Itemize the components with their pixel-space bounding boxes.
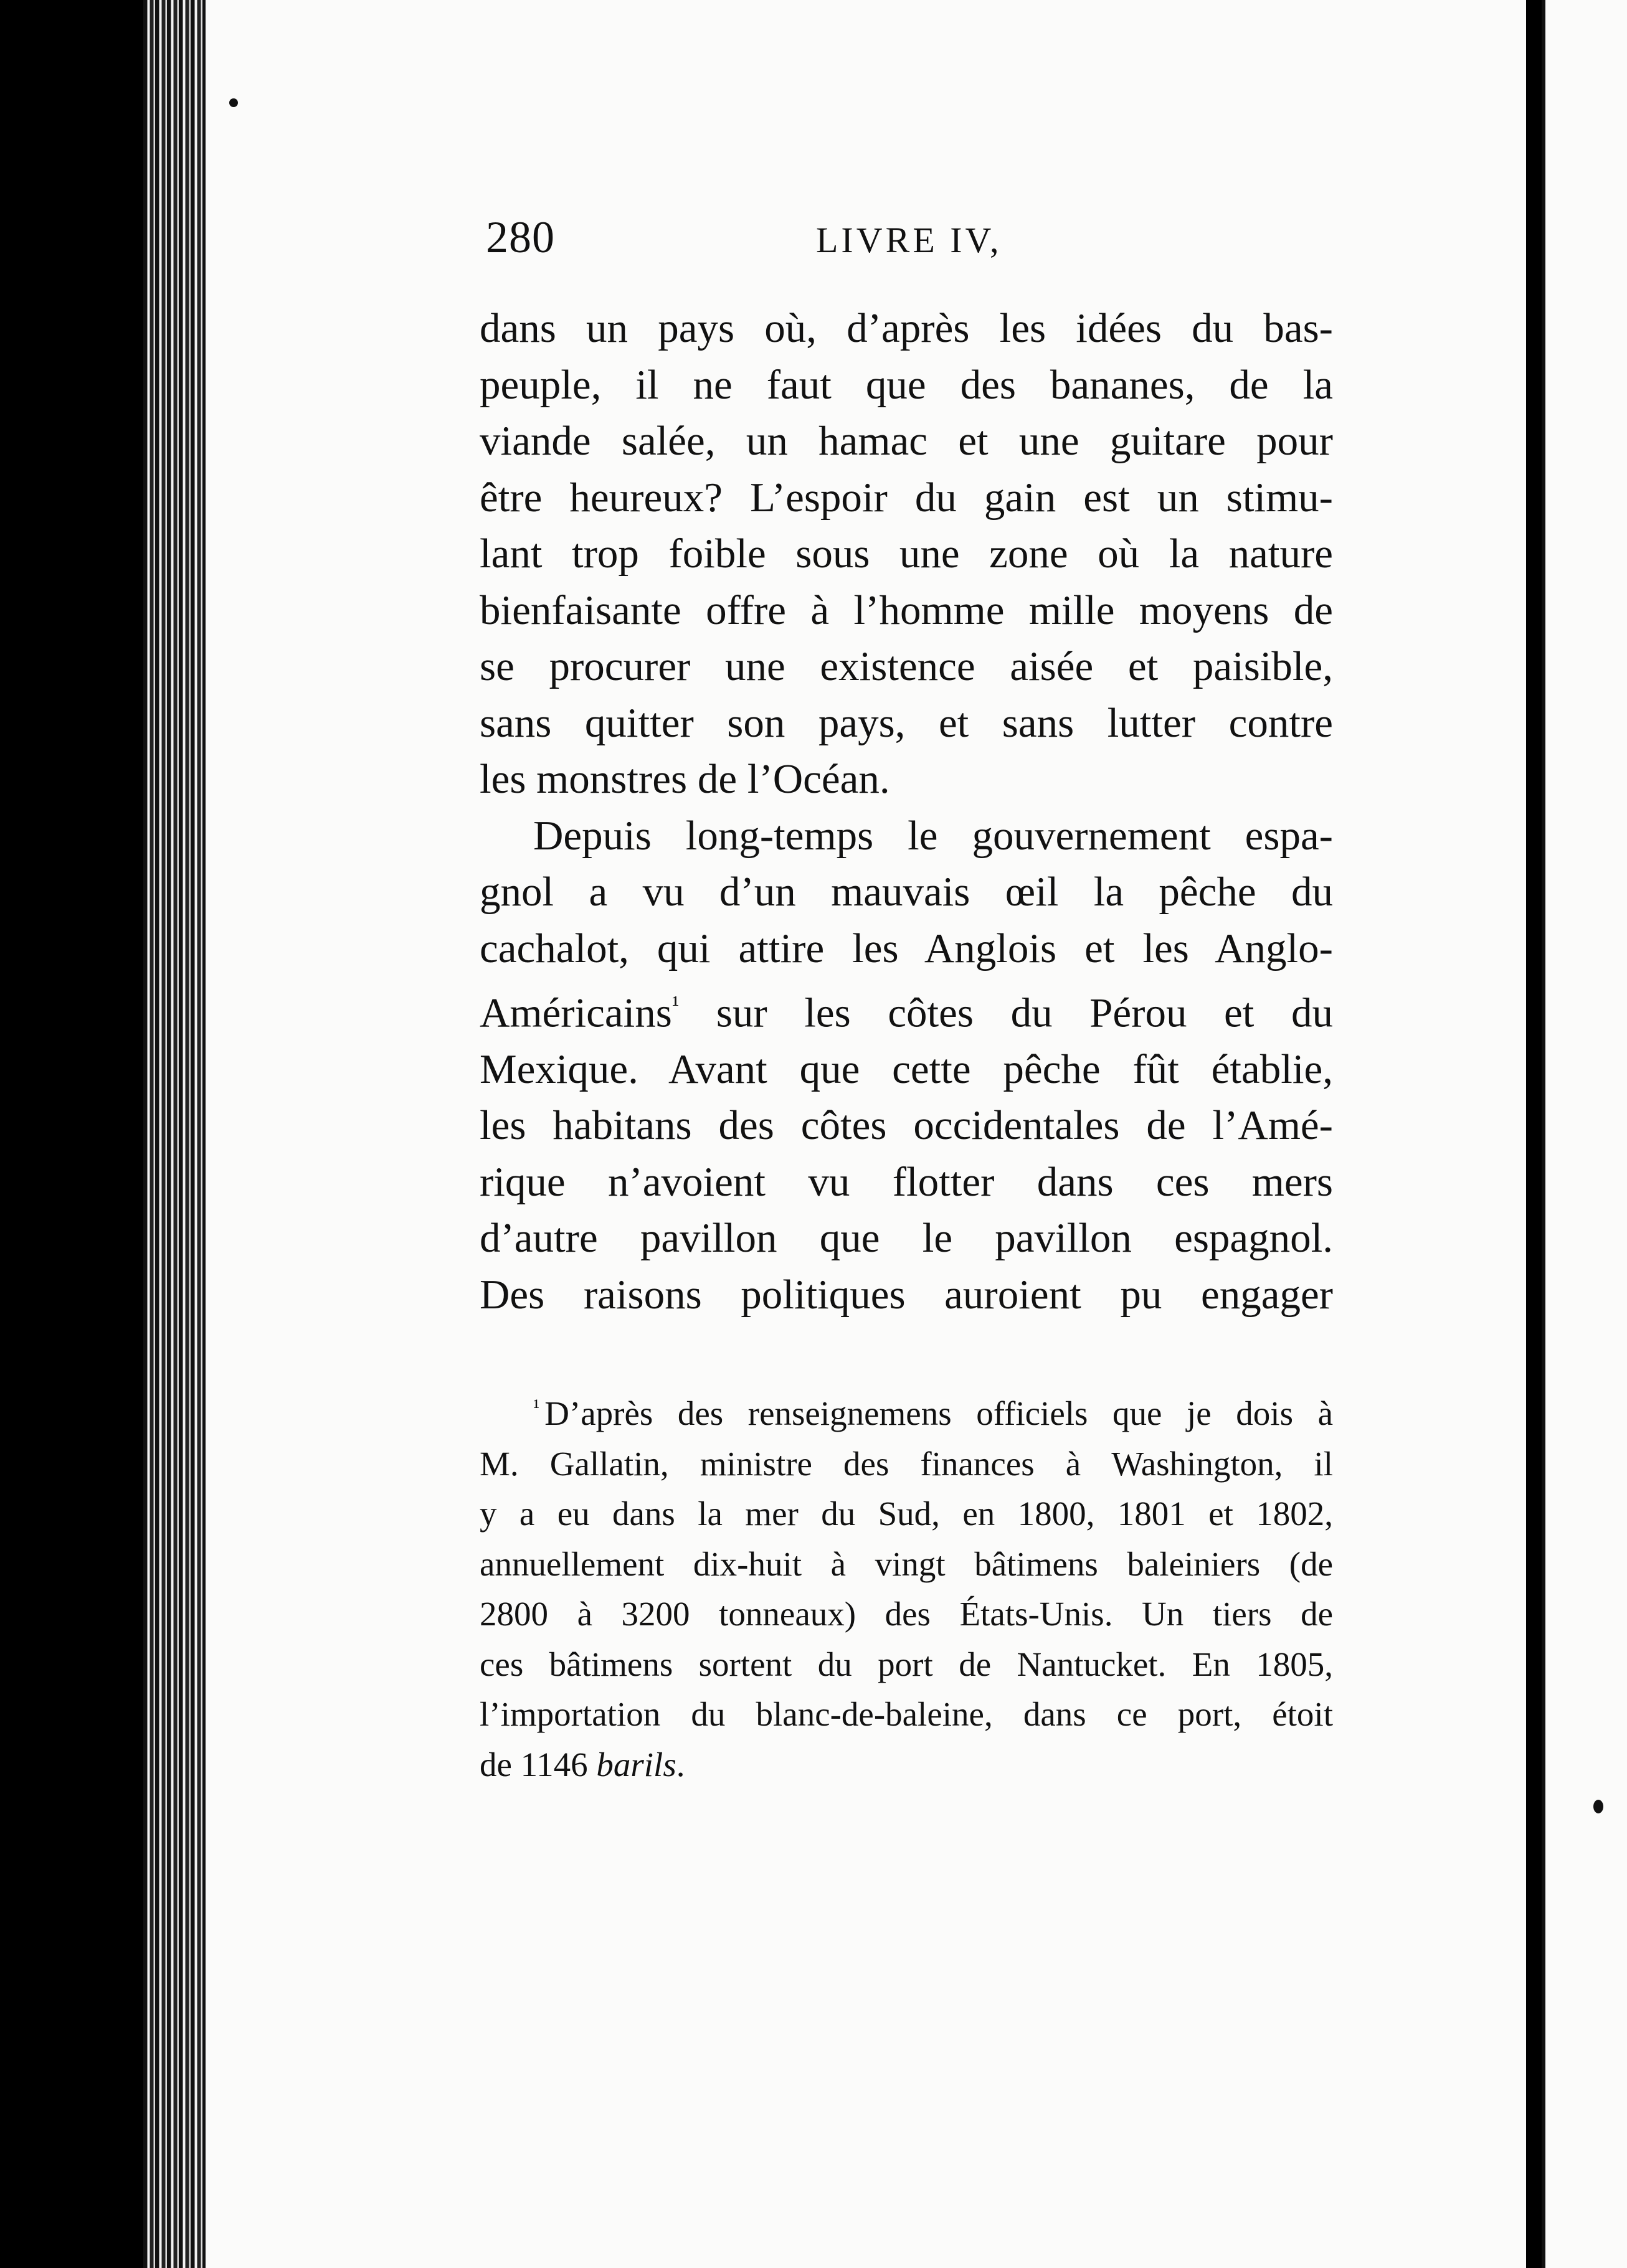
footnote-line: y a eu dans la mer du Sud, en 1800, 1801 et 1802, <box>480 1495 1333 1533</box>
footnote-text: . <box>676 1745 685 1784</box>
footnote-line <box>480 1382 1333 1439</box>
text-line-with-footnote-ref <box>480 976 1333 1041</box>
text-line: se procurer une existence aisée et paisible, <box>480 643 1333 689</box>
page-header <box>486 212 1358 280</box>
text-line: Des raisons politiques auroient pu engager <box>480 1271 1333 1318</box>
text-line: être heureux? L’espoir du gain est un stimu- <box>480 474 1333 521</box>
footnote-italic-word: barils <box>596 1745 676 1784</box>
text-line: d’autre pavillon que le pavillon espagnol. <box>480 1215 1333 1262</box>
page-number: 280 <box>486 212 555 262</box>
footnote-line: M. Gallatin, ministre des finances à Washington, il <box>480 1444 1333 1483</box>
footnote-line <box>480 1740 1333 1790</box>
facing-page-edge <box>1542 0 1627 2268</box>
text-line: peuple, il ne faut que des bananes, de la <box>480 361 1333 408</box>
text-line: Mexique. Avant que cette pêche fût établie, <box>480 1046 1333 1092</box>
text-line: viande salée, un hamac et une guitare pour <box>480 418 1333 464</box>
text-line: rique n’avoient vu flotter dans ces mers <box>480 1158 1333 1205</box>
footnote-text: de 1146 <box>480 1745 588 1784</box>
text-line: dans un pays où, d’après les idées du bas- <box>480 305 1333 351</box>
ink-speck <box>229 98 238 107</box>
text-line: bienfaisante offre à l’homme mille moyens de <box>480 587 1333 633</box>
ink-speck <box>1593 1800 1603 1813</box>
text-fragment: sur les côtes du Pérou et du <box>716 990 1334 1036</box>
body-text <box>480 300 1333 1323</box>
footnote-marker: ¹ <box>533 1396 540 1419</box>
footnote-line: 2800 à 3200 tonneaux) des États-Unis. Un tiers de <box>480 1595 1333 1633</box>
footnote-line: l’importation du blanc-de-baleine, dans ce port, étoit <box>480 1695 1333 1733</box>
text-line: lant trop foible sous une zone où la nature <box>480 531 1333 577</box>
text-line: gnol a vu d’un mauvais œil la pêche du <box>480 869 1333 915</box>
footnote-line: annuellement dix-huit à vingt bâtimens baleiniers (de <box>480 1544 1333 1583</box>
footnote-text: D’après des renseignemens officiels que je dois à <box>544 1394 1333 1432</box>
text-line: les habitans des côtes occidentales de l’Amé- <box>480 1102 1333 1149</box>
text-line: cachalot, qui attire les Anglois et les Anglo- <box>480 925 1333 971</box>
footnote <box>480 1382 1333 1790</box>
text-fragment: Américains <box>480 990 672 1036</box>
text-line: Depuis long-temps le gouvernement espa- <box>533 812 1333 859</box>
text-line: les monstres de l’Océan. <box>480 756 890 802</box>
footnote-reference: ¹ <box>671 991 680 1018</box>
running-head: LIVRE IV, <box>816 220 1002 260</box>
footnote-line: ces bâtimens sortent du port de Nantucket. En 1805, <box>480 1645 1333 1683</box>
text-line: sans quitter son pays, et sans lutter contre <box>480 699 1333 746</box>
